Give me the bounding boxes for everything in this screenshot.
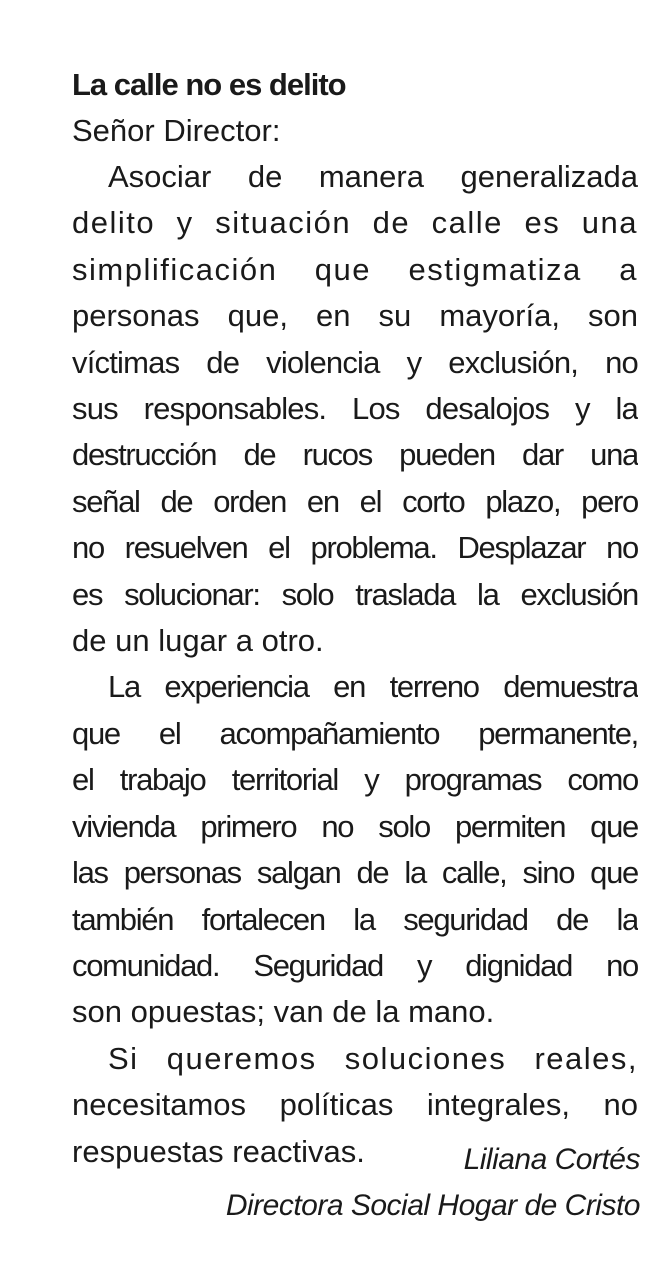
text-line: Si queremos soluciones reales, [108, 1040, 638, 1076]
text-line: que el acompañamiento permanente, [72, 715, 638, 751]
text-line: personas que, en su mayoría, son [72, 298, 638, 334]
text-line: también fortalecen la seguridad de la [72, 901, 638, 937]
text-line: víctimas de violencia y exclusión, no [72, 344, 638, 380]
letter-to-editor [72, 62, 638, 1175]
text-line: Asociar de manera generalizada [108, 159, 638, 194]
text-line: no resuelven el problema. Desplazar no [72, 530, 638, 566]
paragraph-1 [72, 154, 638, 664]
signature-title: Directora Social Hogar de Cristo [225, 1189, 640, 1222]
text-line: delito y situación de calle es una [72, 205, 638, 241]
text-line: destrucción de rucos pueden dar una [72, 437, 638, 473]
text-line: vivienda primero no solo permiten que [72, 808, 638, 844]
text-line: son opuestas; van de la mano. [72, 994, 495, 1030]
text-line: de un lugar a otro. [72, 623, 324, 659]
text-line: respuestas reactivas. [72, 1133, 365, 1169]
text-line: es solucionar: solo traslada la exclusión [72, 576, 638, 612]
text-line: La experiencia en terreno demuestra [108, 669, 638, 705]
text-line: el trabajo territorial y programas como [72, 762, 638, 798]
text-line: señal de orden en el corto plazo, pero [72, 483, 638, 519]
paragraph-2 [72, 664, 638, 1035]
signature-name: Liliana Cortés [463, 1143, 640, 1176]
text-line: necesitamos políticas integrales, no [72, 1087, 638, 1123]
letter-salutation: Señor Director: [72, 113, 281, 148]
text-line: sus responsables. Los desalojos y la [72, 391, 638, 427]
text-line: las personas salgan de la calle, sino que [72, 855, 638, 891]
text-line: comunidad. Seguridad y dignidad no [72, 947, 638, 983]
text-line: simplificación que estigmatiza a [72, 251, 638, 287]
letter-headline: La calle no es delito [72, 67, 346, 102]
letter-signature [226, 1137, 640, 1229]
